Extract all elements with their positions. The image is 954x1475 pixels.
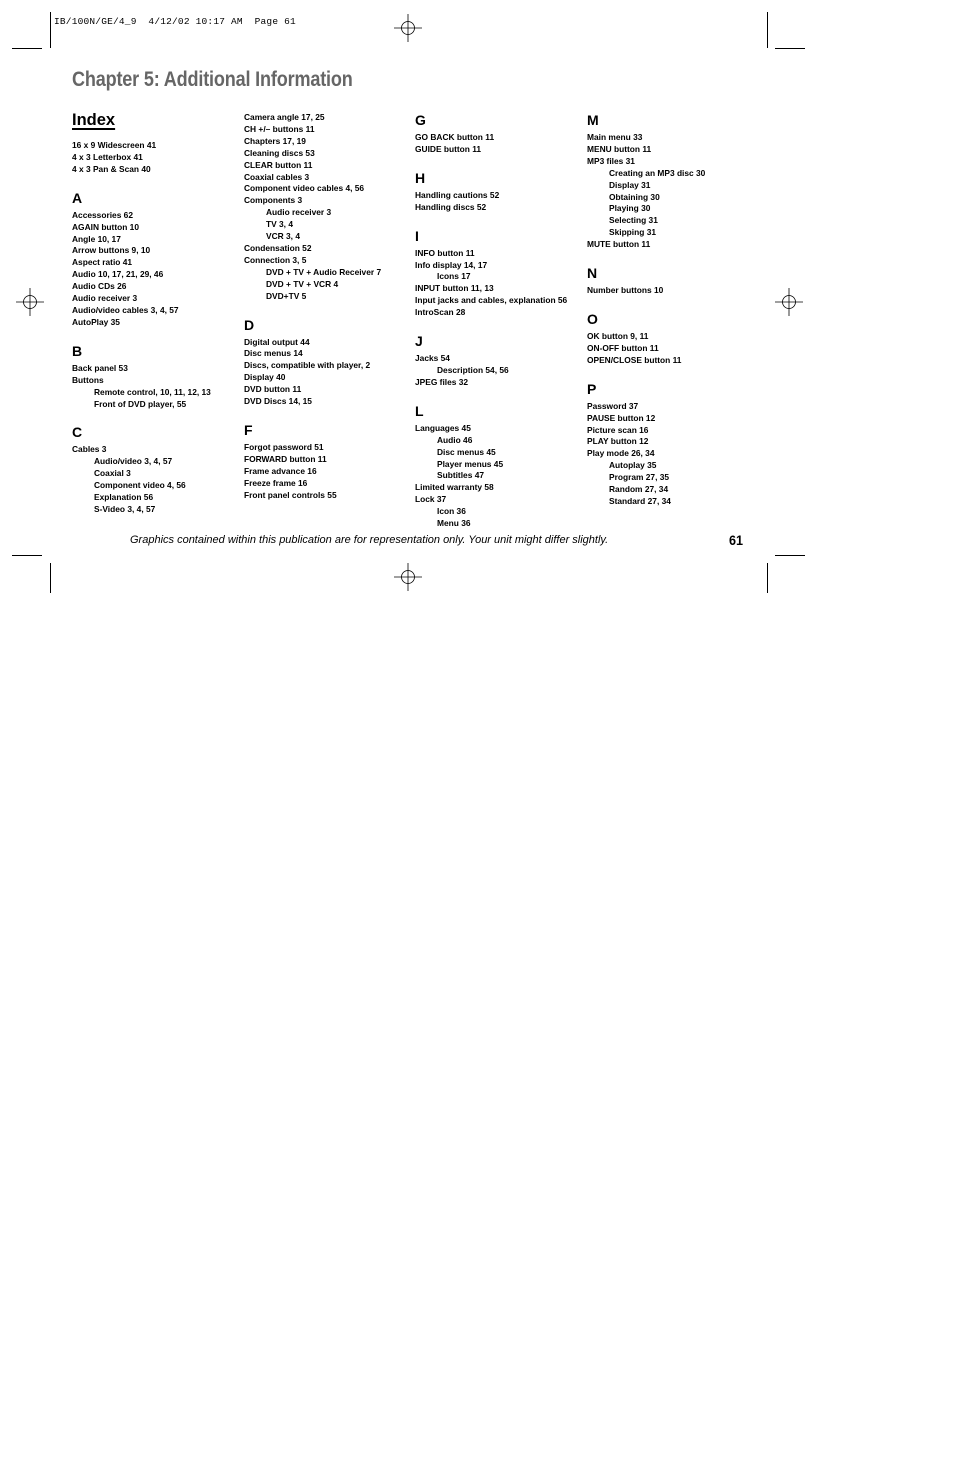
index-subentry: DVD + TV + VCR 4 bbox=[266, 278, 339, 289]
index-subentry: Autoplay 35 bbox=[609, 460, 657, 471]
index-entry: AGAIN button 10 bbox=[72, 221, 139, 232]
index-group bbox=[72, 343, 247, 411]
index-entry: Disc menus 14 bbox=[244, 348, 303, 359]
index-letter-heading: G bbox=[415, 112, 426, 128]
index-entry: Condensation 52 bbox=[244, 242, 312, 253]
index-entry: 4 x 3 Pan & Scan 40 bbox=[72, 163, 151, 174]
index-entry: Frame advance 16 bbox=[244, 465, 317, 476]
crop-mark bbox=[12, 48, 42, 49]
index-subentry: DVD + TV + Audio Receiver 7 bbox=[266, 266, 382, 277]
index-entry: Play mode 26, 34 bbox=[587, 448, 655, 459]
index-entry: Input jacks and cables, explanation 56 bbox=[415, 295, 568, 306]
registration-mark-icon bbox=[16, 288, 44, 316]
index-group bbox=[415, 403, 590, 530]
index-entry: Back panel 53 bbox=[72, 362, 128, 373]
index-entry: Number buttons 10 bbox=[587, 285, 664, 296]
index-entry: INPUT button 11, 13 bbox=[415, 283, 494, 294]
index-letter-heading: M bbox=[587, 112, 599, 128]
index-group bbox=[244, 112, 419, 303]
index-subentry: Audio 46 bbox=[437, 434, 473, 445]
index-subentry: Random 27, 34 bbox=[609, 484, 669, 495]
index-subentry: Program 27, 35 bbox=[609, 472, 670, 483]
index-group bbox=[587, 381, 762, 508]
index-entry: Audio/video cables 3, 4, 57 bbox=[72, 304, 179, 315]
crop-mark bbox=[775, 48, 805, 49]
index-entry: Angle 10, 17 bbox=[72, 233, 121, 244]
index-subentry: VCR 3, 4 bbox=[266, 231, 300, 242]
index-subentry: Disc menus 45 bbox=[437, 446, 496, 457]
index-subentry: DVD+TV 5 bbox=[266, 290, 307, 301]
index-subentry: Front of DVD player, 55 bbox=[94, 398, 187, 409]
index-column-1 bbox=[72, 109, 247, 530]
index-group bbox=[415, 333, 590, 389]
index-entry: Handling discs 52 bbox=[415, 201, 487, 212]
index-subentry: Playing 30 bbox=[609, 203, 651, 214]
index-entry: Forgot password 51 bbox=[244, 441, 324, 452]
index-letter-heading: B bbox=[72, 342, 83, 359]
index-letter-heading: L bbox=[415, 402, 424, 419]
index-group bbox=[72, 140, 247, 176]
index-entry: Freeze frame 16 bbox=[244, 477, 308, 488]
index-subentry: Component video 4, 56 bbox=[94, 480, 186, 491]
index-subentry: Skipping 31 bbox=[609, 227, 657, 238]
index-entry: OPEN/CLOSE button 11 bbox=[587, 354, 682, 365]
index-column-3 bbox=[415, 112, 590, 544]
index-column-2 bbox=[244, 112, 419, 515]
index-entry: Camera angle 17, 25 bbox=[244, 112, 325, 122]
index-subentry: Standard 27, 34 bbox=[609, 495, 671, 506]
index-entry: MENU button 11 bbox=[587, 143, 652, 154]
index-entry: FORWARD button 11 bbox=[244, 453, 327, 464]
crop-mark bbox=[775, 555, 805, 556]
print-slug: IB/100N/GE/4_9 4/12/02 10:17 AM Page 61 bbox=[54, 16, 296, 27]
index-subentry: S-Video 3, 4, 57 bbox=[94, 503, 156, 514]
index-entry: Discs, compatible with player, 2 bbox=[244, 360, 371, 371]
index-entry: Connection 3, 5 bbox=[244, 254, 307, 265]
index-letter-heading: H bbox=[415, 169, 426, 186]
index-entry: DVD button 11 bbox=[244, 384, 302, 395]
index-subentry: Audio receiver 3 bbox=[266, 207, 332, 218]
index-entry: ON-OFF button 11 bbox=[587, 342, 659, 353]
index-entry: Display 40 bbox=[244, 372, 286, 383]
index-group bbox=[415, 112, 590, 156]
index-entry: Main menu 33 bbox=[587, 132, 643, 142]
page-number: 61 bbox=[729, 532, 744, 548]
crop-mark bbox=[12, 555, 42, 556]
index-entry: DVD Discs 14, 15 bbox=[244, 396, 312, 407]
index-group bbox=[587, 311, 762, 367]
index-entry: Aspect ratio 41 bbox=[72, 257, 133, 268]
index-entry: MP3 files 31 bbox=[587, 155, 635, 166]
index-subentry: Display 31 bbox=[609, 179, 651, 190]
index-entry: GUIDE button 11 bbox=[415, 143, 482, 154]
index-subentry: Selecting 31 bbox=[609, 215, 658, 226]
index-entry: Cables 3 bbox=[72, 444, 107, 455]
index-entry: 4 x 3 Letterbox 41 bbox=[72, 151, 143, 162]
crop-mark bbox=[767, 563, 768, 593]
index-group bbox=[587, 112, 762, 251]
index-entry: AutoPlay 35 bbox=[72, 316, 120, 327]
index-letter-heading: D bbox=[244, 316, 255, 333]
index-subentry: Icon 36 bbox=[437, 506, 466, 517]
index-heading: Index bbox=[72, 111, 116, 129]
index-letter-heading: C bbox=[72, 424, 83, 441]
index-subentry: Player menus 45 bbox=[437, 458, 504, 469]
index-group bbox=[415, 228, 590, 319]
index-entry: Coaxial cables 3 bbox=[244, 171, 310, 182]
index-group bbox=[244, 422, 419, 502]
index-entry: CH +/– buttons 11 bbox=[244, 123, 315, 134]
index-letter-heading: A bbox=[72, 189, 83, 206]
index-letter-heading: F bbox=[244, 421, 253, 438]
index-letter-heading: J bbox=[415, 333, 423, 350]
index-subentry: Subtitles 47 bbox=[437, 470, 485, 481]
index-letter-heading: O bbox=[587, 310, 598, 327]
index-entry: Audio CDs 26 bbox=[72, 281, 127, 292]
index-entry: IntroScan 28 bbox=[415, 307, 466, 318]
index-entry: CLEAR button 11 bbox=[244, 159, 313, 170]
index-entry: 16 x 9 Widescreen 41 bbox=[72, 140, 157, 150]
crop-mark bbox=[50, 563, 51, 593]
index-subentry: Coaxial 3 bbox=[94, 468, 131, 479]
index-entry: Component video cables 4, 56 bbox=[244, 183, 365, 194]
index-group bbox=[415, 170, 590, 214]
index-entry: Languages 45 bbox=[415, 422, 471, 433]
registration-mark-icon bbox=[394, 14, 422, 42]
footer-note: Graphics contained within this publication are for representation only. Your unit might differ slightly. bbox=[130, 534, 609, 546]
index-group bbox=[244, 317, 419, 408]
index-entry: PAUSE button 12 bbox=[587, 412, 656, 423]
index-letter-heading: I bbox=[415, 227, 419, 244]
index-entry: Info display 14, 17 bbox=[415, 259, 488, 270]
index-entry: Jacks 54 bbox=[415, 353, 450, 364]
index-subentry: Description 54, 56 bbox=[437, 364, 509, 375]
index-group bbox=[587, 265, 762, 297]
index-entry: Chapters 17, 19 bbox=[244, 135, 306, 146]
index-entry: OK button 9, 11 bbox=[587, 330, 649, 341]
index-subentry: Menu 36 bbox=[437, 518, 471, 529]
index-entry: Arrow buttons 9, 10 bbox=[72, 245, 151, 256]
index-group bbox=[72, 190, 247, 329]
index-entry: JPEG files 32 bbox=[415, 376, 469, 387]
index-subentry: Icons 17 bbox=[437, 271, 471, 282]
index-letter-heading: N bbox=[587, 265, 598, 282]
index-subentry: Obtaining 30 bbox=[609, 191, 660, 202]
index-entry: Password 37 bbox=[587, 400, 639, 411]
index-subentry: Remote control, 10, 11, 12, 13 bbox=[94, 386, 211, 397]
index-entry: MUTE button 11 bbox=[587, 239, 651, 250]
index-entry: Components 3 bbox=[244, 195, 303, 206]
index-subentry: TV 3, 4 bbox=[266, 219, 293, 230]
registration-mark-icon bbox=[775, 288, 803, 316]
index-entry: INFO button 11 bbox=[415, 247, 475, 258]
index-subentry: Audio/video 3, 4, 57 bbox=[94, 456, 173, 467]
index-entry: Picture scan 16 bbox=[587, 424, 649, 435]
index-subentry: Explanation 56 bbox=[94, 492, 154, 503]
index-entry: Limited warranty 58 bbox=[415, 482, 494, 493]
index-entry: Audio 10, 17, 21, 29, 46 bbox=[72, 269, 164, 280]
crop-mark bbox=[767, 12, 768, 48]
chapter-title: Chapter 5: Additional Information bbox=[72, 68, 353, 91]
index-entry: Handling cautions 52 bbox=[415, 189, 500, 200]
index-entry: Accessories 62 bbox=[72, 209, 133, 220]
index-letter-heading: P bbox=[587, 380, 597, 397]
index-group bbox=[72, 424, 247, 515]
index-subentry: Creating an MP3 disc 30 bbox=[609, 167, 706, 178]
crop-mark bbox=[50, 12, 51, 48]
index-entry: Front panel controls 55 bbox=[244, 489, 337, 500]
index-entry: Lock 37 bbox=[415, 494, 447, 505]
index-entry: Cleaning discs 53 bbox=[244, 147, 315, 158]
index-entry: PLAY button 12 bbox=[587, 436, 649, 447]
index-column-4 bbox=[587, 112, 762, 522]
index-entry: Audio receiver 3 bbox=[72, 293, 138, 304]
index-entry: GO BACK button 11 bbox=[415, 132, 495, 142]
index-entry: Buttons bbox=[72, 374, 104, 385]
registration-mark-icon bbox=[394, 563, 422, 591]
index-entry: Digital output 44 bbox=[244, 336, 310, 347]
